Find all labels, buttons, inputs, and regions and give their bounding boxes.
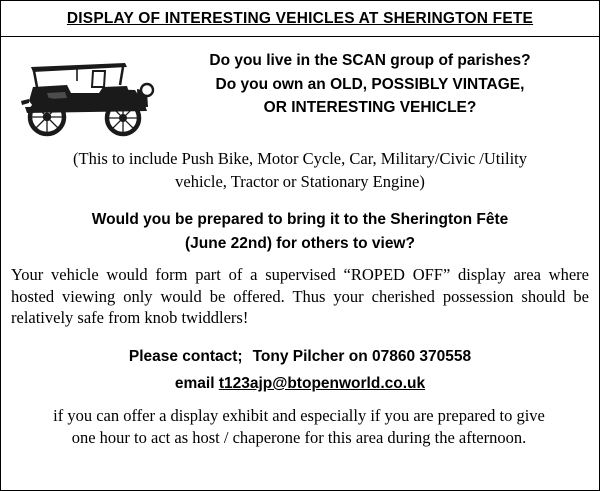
closing-line-2: one hour to act as host / chaperone for this area during the afternoon. — [71, 427, 527, 447]
page-title: DISPLAY OF INTERESTING VEHICLES AT SHERINGTON FETE — [66, 10, 534, 27]
request-heading-line-1: Would you be prepared to bring it to the Sherington Fête — [91, 210, 509, 228]
hero-row — [1, 37, 599, 141]
contact-email-row — [11, 370, 589, 397]
email-label: email — [174, 374, 215, 392]
headline-line-2: Do you own an OLD, POSSIBLY VINTAGE, — [215, 75, 525, 93]
closing-line-1: if you can offer a display exhibit and especially if you are prepared to give — [53, 405, 545, 425]
headline-line-3: OR INTERESTING VEHICLE? — [263, 99, 477, 117]
contact-name: Tony Pilcher on 07860 370558 — [252, 348, 472, 366]
vintage-car-icon — [7, 41, 159, 141]
inclusion-note-line-1: (This to include Push Bike, Motor Cycle, Car, Military/Civic /Utility — [73, 149, 527, 168]
email-link[interactable]: t123ajp@btopenworld.co.uk — [218, 374, 426, 392]
body-paragraph: Your vehicle would form part of a supervised “ROPED OFF” display area where hosted viewing only would be offered. Thus your cherished possession should be relatively safe from knob twiddlers! — [11, 264, 589, 328]
inclusion-note — [1, 141, 599, 194]
closing-paragraph — [1, 397, 599, 449]
headline-line-1: Do you live in the SCAN group of parishes? — [209, 52, 531, 69]
request-heading-line-2: (June 22nd) for others to view? — [185, 234, 415, 252]
request-heading — [1, 194, 599, 256]
inclusion-note-line-2: vehicle, Tractor or Stationary Engine) — [175, 172, 425, 192]
headline — [153, 37, 599, 120]
contact-block — [1, 329, 599, 397]
contact-label: Please contact; — [128, 348, 243, 366]
